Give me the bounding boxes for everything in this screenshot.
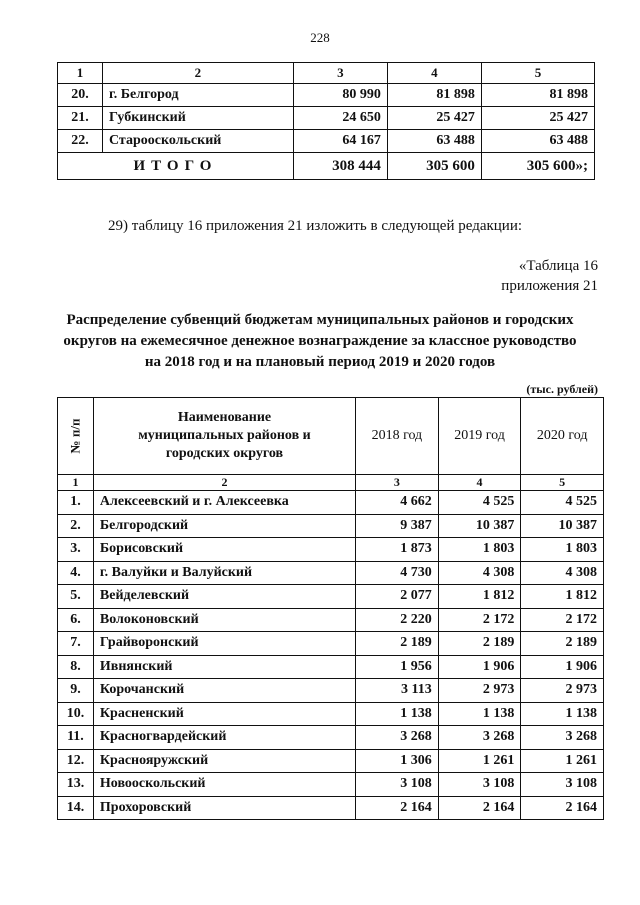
table-title: [40, 310, 600, 373]
table-caption-appendix: приложения 21: [501, 278, 598, 294]
district-name: Краснояружский: [93, 749, 355, 773]
row-number: 12.: [58, 749, 94, 773]
column-index: 5: [521, 475, 604, 491]
table-row: [58, 130, 595, 153]
table-header-row: [58, 63, 595, 84]
value-2018: 1 306: [356, 749, 439, 773]
table-row: [58, 585, 604, 609]
district-name: Прохоровский: [93, 796, 355, 820]
value-2020: 81 898: [481, 84, 594, 107]
total-row: [58, 153, 595, 180]
units-label: (тыс. рублей): [526, 382, 598, 396]
row-number: 20.: [58, 84, 103, 107]
value-2018: 3 113: [356, 679, 439, 703]
value-2020: 2 164: [521, 796, 604, 820]
value-2020: 3 108: [521, 773, 604, 797]
value-2019: 1 906: [438, 655, 521, 679]
row-number: 6.: [58, 608, 94, 632]
row-number: 7.: [58, 632, 94, 656]
value-2019: 2 172: [438, 608, 521, 632]
district-name: Грайворонский: [93, 632, 355, 656]
table-row: [58, 538, 604, 562]
district-name: Вейделевский: [93, 585, 355, 609]
district-name: Старооскольский: [103, 130, 294, 153]
value-2019: 1 261: [438, 749, 521, 773]
table-row: [58, 514, 604, 538]
value-2019: 2 189: [438, 632, 521, 656]
district-name: Корочанский: [93, 679, 355, 703]
table-row: [58, 655, 604, 679]
value-2018: 64 167: [293, 130, 387, 153]
value-2019: 1 138: [438, 702, 521, 726]
row-number: 2.: [58, 514, 94, 538]
value-2018: 2 220: [356, 608, 439, 632]
value-2018: 80 990: [293, 84, 387, 107]
value-2019: 3 108: [438, 773, 521, 797]
table-row: [58, 796, 604, 820]
value-2020: 2 973: [521, 679, 604, 703]
value-2019: 2 973: [438, 679, 521, 703]
district-name: г. Белгород: [103, 84, 294, 107]
table-row: [58, 632, 604, 656]
total-label: ИТОГО: [58, 153, 294, 180]
district-name: г. Валуйки и Валуйский: [93, 561, 355, 585]
district-name: Красненский: [93, 702, 355, 726]
value-2019: 1 803: [438, 538, 521, 562]
row-number: 14.: [58, 796, 94, 820]
total-2020: 305 600»;: [481, 153, 594, 180]
header-cell: 2: [103, 63, 294, 84]
total-2019: 305 600: [387, 153, 481, 180]
row-number: 3.: [58, 538, 94, 562]
row-number: 13.: [58, 773, 94, 797]
value-2020: 10 387: [521, 514, 604, 538]
row-number: 11.: [58, 726, 94, 750]
district-name: Алексеевский и г. Алексеевка: [93, 491, 355, 515]
header-cell: 4: [387, 63, 481, 84]
table-caption-number: «Таблица 16: [518, 258, 598, 274]
header-name-line: муниципальных районов и: [138, 428, 311, 443]
row-number: 10.: [58, 702, 94, 726]
value-2019: 4 525: [438, 491, 521, 515]
table-body: [58, 491, 604, 820]
header-name-line: Наименование: [177, 410, 272, 425]
column-index: 1: [58, 475, 94, 491]
value-2018: 2 077: [356, 585, 439, 609]
table-row: [58, 679, 604, 703]
table-row: [58, 608, 604, 632]
value-2018: 9 387: [356, 514, 439, 538]
value-2020: 3 268: [521, 726, 604, 750]
value-2019: 81 898: [387, 84, 481, 107]
header-cell: 3: [293, 63, 387, 84]
value-2020: 4 525: [521, 491, 604, 515]
value-2019: 2 164: [438, 796, 521, 820]
table-row: [58, 561, 604, 585]
table-row: [58, 773, 604, 797]
header-number-label: № п/п: [67, 418, 83, 453]
district-name: Борисовский: [93, 538, 355, 562]
district-name: Ивнянский: [93, 655, 355, 679]
header-2018: 2018 год: [356, 398, 439, 475]
column-index: 3: [356, 475, 439, 491]
value-2019: 25 427: [387, 107, 481, 130]
row-number: 1.: [58, 491, 94, 515]
table-row: [58, 491, 604, 515]
page-number: 228: [310, 30, 330, 45]
total-2018: 308 444: [293, 153, 387, 180]
header-number: [58, 398, 94, 475]
table-header-row: [58, 398, 604, 475]
value-2019: 63 488: [387, 130, 481, 153]
row-number: 22.: [58, 130, 103, 153]
subsidies-table: [57, 397, 604, 820]
value-2020: 1 138: [521, 702, 604, 726]
header-2020: 2020 год: [521, 398, 604, 475]
value-2018: 1 138: [356, 702, 439, 726]
value-2020: 1 803: [521, 538, 604, 562]
table-row: [58, 726, 604, 750]
title-line: округов на ежемесячное денежное вознаграждение за классное руководство: [63, 333, 577, 349]
column-index-row: [58, 475, 604, 491]
value-2018: 3 108: [356, 773, 439, 797]
header-2019: 2019 год: [438, 398, 521, 475]
table-row: [58, 702, 604, 726]
header-name: [93, 398, 355, 475]
value-2020: 4 308: [521, 561, 604, 585]
table-row: [58, 107, 595, 130]
district-name: Новооскольский: [93, 773, 355, 797]
value-2020: 1 261: [521, 749, 604, 773]
header-cell: 1: [58, 63, 103, 84]
header-cell: 5: [481, 63, 594, 84]
value-2020: 63 488: [481, 130, 594, 153]
row-number: 4.: [58, 561, 94, 585]
value-2018: 1 956: [356, 655, 439, 679]
column-index: 4: [438, 475, 521, 491]
value-2018: 4 662: [356, 491, 439, 515]
value-2019: 1 812: [438, 585, 521, 609]
district-name: Волоконовский: [93, 608, 355, 632]
value-2020: 25 427: [481, 107, 594, 130]
value-2020: 1 906: [521, 655, 604, 679]
table-row: [58, 84, 595, 107]
row-number: 9.: [58, 679, 94, 703]
row-number: 21.: [58, 107, 103, 130]
header-name-line: городских округов: [165, 446, 284, 461]
table-row: [58, 749, 604, 773]
value-2020: 2 172: [521, 608, 604, 632]
value-2018: 2 164: [356, 796, 439, 820]
title-line: Распределение субвенций бюджетам муниципальных районов и городских: [66, 312, 574, 328]
value-2018: 3 268: [356, 726, 439, 750]
row-number: 8.: [58, 655, 94, 679]
district-name: Губкинский: [103, 107, 294, 130]
continued-table: [57, 62, 595, 180]
column-index: 2: [93, 475, 355, 491]
value-2020: 1 812: [521, 585, 604, 609]
value-2019: 3 268: [438, 726, 521, 750]
value-2019: 4 308: [438, 561, 521, 585]
value-2020: 2 189: [521, 632, 604, 656]
row-number: 5.: [58, 585, 94, 609]
value-2018: 2 189: [356, 632, 439, 656]
title-line: на 2018 год и на плановый период 2019 и 2020 годов: [144, 354, 496, 370]
value-2018: 4 730: [356, 561, 439, 585]
district-name: Красногвардейский: [93, 726, 355, 750]
value-2018: 24 650: [293, 107, 387, 130]
value-2018: 1 873: [356, 538, 439, 562]
district-name: Белгородский: [93, 514, 355, 538]
value-2019: 10 387: [438, 514, 521, 538]
instruction-paragraph: 29) таблицу 16 приложения 21 изложить в следующей редакции:: [108, 218, 523, 234]
